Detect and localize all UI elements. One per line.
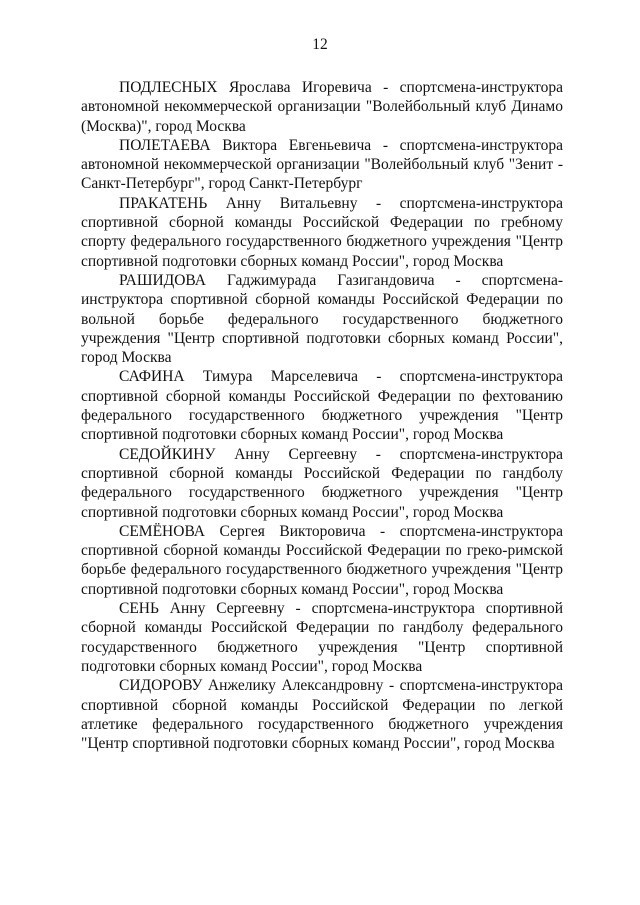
person-details: Виктора Евгеньевича - спортсмена-инструктора автономной некоммерческой организации "Волейбольный клуб "Зенит - Санкт-Петербург", город Санкт-Петербург: [81, 136, 564, 193]
list-item: [81, 522, 563, 599]
list-item: [81, 599, 563, 676]
list-item: [81, 194, 563, 271]
person-surname: СИДОРОВУ: [119, 677, 203, 695]
person-surname: СЕДОЙКИНУ: [119, 445, 216, 463]
list-item: [81, 78, 563, 136]
person-surname: РАШИДОВА: [119, 271, 206, 289]
list-item: [81, 271, 563, 367]
list-item: [81, 136, 563, 194]
person-surname: ПОЛЕТАЕВА: [119, 136, 211, 154]
person-surname: ПОДЛЕСНЫХ: [119, 79, 218, 96]
person-details: Анну Сергеевну - спортсмена-инструктора спортивной сборной команды Российской Федерации по гандболу федерального государственного бюджетного учреждения "Центр спортивной подготовки сборных команд России", город Москва: [81, 445, 563, 521]
list-item: [81, 445, 563, 522]
person-details: Тимура Марселевича - спортсмена-инструктора спортивной сборной команды Российской Федерации по фехтованию федерального государственного бюджетного учреждения "Центр спортивной подготовки сборных команд России", город Москва: [81, 368, 563, 444]
person-surname: САФИНА: [119, 368, 185, 386]
person-details: Анну Витальевну - спортсмена-инструктора спортивной сборной команды Российской Федерации по гребному спорту федерального государственного бюджетного учреждения "Центр спортивной подготовки сборных команд России", город Москва: [81, 194, 563, 270]
list-item: [81, 367, 563, 444]
list-item: [81, 676, 563, 753]
person-surname: СЕНЬ: [119, 600, 159, 618]
page-number: 12: [312, 36, 328, 53]
person-details: Анжелику Александровну - спортсмена-инструктора спортивной сборной команды Российской Федерации по легкой атлетике федерального государственного бюджетного учреждения "Центр спортивной подготовки сборных команд России", город Москва: [81, 677, 563, 753]
person-details: Анну Сергеевну - спортсмена-инструктора спортивной сборной команды Российской Федерации по гандболу федерального государственного бюджетного учреждения "Центр спортивной подготовки сборных команд России", город Москва: [81, 600, 564, 675]
person-details: Ярослава Игоревича - спортсмена-инструктора автономной некоммерческой организации "Волейбольный клуб Динамо (Москва)", город Москва: [81, 79, 563, 135]
person-details: Гаджимурада Газигандовича - спортсмена-инструктора спортивной сборной команды Российской Федерации по вольной борьбе федерального государственного бюджетного учреждения "Центр спортивной подготовки сборных команд России", город Москва: [81, 271, 563, 367]
person-details: Сергея Викторовича - спортсмена-инструктора спортивной сборной команды Российской Федерации по греко-римской борьбе федерального государственного бюджетного учреждения "Центр спортивной подготовки сборных команд России", город Москва: [81, 522, 564, 598]
person-surname: ПРАКАТЕНЬ: [119, 194, 208, 212]
award-list: [81, 78, 563, 753]
person-surname: СЕМЁНОВА: [119, 522, 205, 540]
